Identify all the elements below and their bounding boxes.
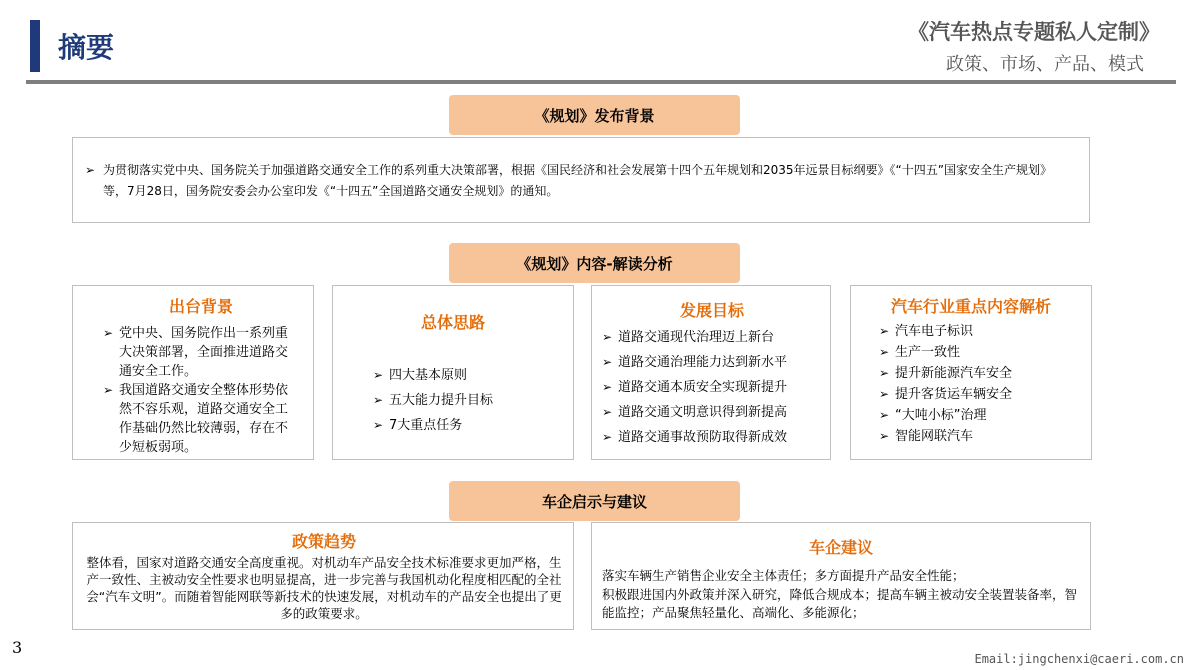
card-list <box>373 363 553 438</box>
list-item: ➢ 7大重点任务 <box>373 413 553 438</box>
report-series-subtitle: 政策、市场、产品、模式 <box>946 54 1144 75</box>
report-series-title: 《汽车热点专题私人定制》 <box>908 20 1160 44</box>
card-overall-approach <box>332 285 574 460</box>
title-accent-bar <box>30 20 40 72</box>
list-item: ➢ 道路交通文明意识得到新提高 <box>602 400 822 425</box>
card-development-goals <box>591 285 831 460</box>
list-item: ➢ 我国道路交通安全整体形势依然不容乐观，道路交通安全工作基础仍然比较薄弱，存在不少短板弱项。 <box>103 381 299 457</box>
list-item: ➢ 道路交通本质安全实现新提升 <box>602 375 822 400</box>
page-title: 摘要 <box>58 31 115 64</box>
card-background <box>72 285 314 460</box>
list-item: ➢ 五大能力提升目标 <box>373 388 553 413</box>
section-tag-analysis: 《规划》内容-解读分析 <box>449 243 740 283</box>
list-item: ➢ “大吨小标”治理 <box>879 405 1083 426</box>
page-number: 3 <box>12 638 23 657</box>
card-title: 发展目标 <box>679 301 744 320</box>
card-list <box>103 324 299 457</box>
list-item: ➢ 四大基本原则 <box>373 363 553 388</box>
list-item: ➢ 道路交通现代治理迈上新台 <box>602 325 822 350</box>
card-title: 总体思路 <box>420 313 485 332</box>
header-divider <box>26 80 1176 84</box>
list-item: ➢ 汽车电子标识 <box>879 321 1083 342</box>
list-item: ➢ 提升客货运车辆安全 <box>879 384 1083 405</box>
company-suggestion-box <box>591 522 1091 630</box>
list-item: ➢ 提升新能源汽车安全 <box>879 363 1083 384</box>
section-tag-background: 《规划》发布背景 <box>449 95 740 135</box>
list-item: ➢ 道路交通事故预防取得新成效 <box>602 425 822 450</box>
card-title: 汽车行业重点内容解析 <box>890 297 1051 316</box>
background-box <box>72 137 1090 223</box>
company-suggestion-line: 积极跟进国内外政策并深入研究，降低合规成本；提高车辆主被动安全装置装备率，智能监控；产品聚焦轻量化、高端化、多能源化； <box>602 587 1078 620</box>
card-list <box>602 325 822 450</box>
list-item: ➢ 道路交通治理能力达到新水平 <box>602 350 822 375</box>
company-suggestion-title: 车企建议 <box>808 538 873 557</box>
list-item: ➢ 生产一致性 <box>879 342 1083 363</box>
policy-trend-title: 政策趋势 <box>291 532 356 551</box>
section-tag-suggestions: 车企启示与建议 <box>449 481 740 521</box>
background-text: 为贯彻落实党中央、国务院关于加强道路交通安全工作的系列重大决策部署，根据《国民经济和社会发展第十四个五年规划和2035年远景目标纲要》《“十四五”国家安全生产规划》等，7月28日，国务院安委会办公室印发《“十四五”全国道路交通安全规划》的通知。 <box>103 163 1052 198</box>
card-industry-analysis <box>850 285 1092 460</box>
company-suggestion-line: 落实车辆生产销售企业安全主体责任；多方面提升产品安全性能； <box>602 568 965 583</box>
arrow-bullet-icon: ➢ <box>85 163 96 177</box>
background-text-wrap <box>85 160 1073 202</box>
card-list <box>879 321 1083 447</box>
list-item: ➢ 党中央、国务院作出一系列重大决策部署，全面推进道路交通安全工作。 <box>103 324 299 381</box>
policy-trend-text: 整体看，国家对道路交通安全高度重视。对机动车产品安全技术标准要求更加严格，生产一致性、主被动安全性要求也明显提高，进一步完善与我国机动化程度相匹配的全社会“汽车文明”。而随着智能网联等新技术的快速发展，对机动车的产品安全也提出了更多的政策要求。 <box>86 555 562 621</box>
policy-trend-box <box>72 522 574 630</box>
list-item: ➢ 智能网联汽车 <box>879 426 1083 447</box>
contact-email: Email:jingchenxi@caeri.com.cn <box>974 652 1184 666</box>
card-title: 出台背景 <box>168 297 233 316</box>
